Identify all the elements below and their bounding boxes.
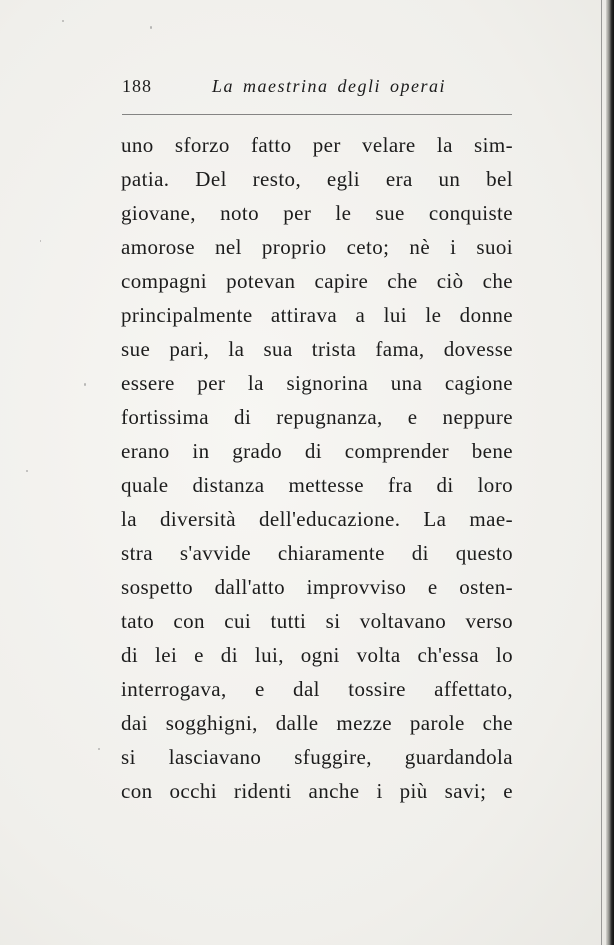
text-line: con occhi ridenti anche i più savi; e: [121, 779, 513, 803]
text-line: fortissima di repugnanza, e neppure: [121, 405, 513, 429]
paper-speck: [40, 240, 41, 242]
text-line: stra s'avvide chiaramente di questo: [121, 541, 513, 565]
running-header: [120, 76, 512, 104]
text-line: sospetto dall'atto improvviso e osten-: [121, 575, 513, 599]
text-line: essere per la signorina una cagione: [121, 371, 513, 395]
paper-speck: [84, 383, 86, 386]
paper-speck: [150, 26, 152, 29]
page-edge-shadow: [606, 0, 614, 945]
text-line: sue pari, la sua trista fama, dovesse: [121, 337, 513, 361]
text-line: si lasciavano sfuggire, guardandola: [121, 745, 513, 769]
text-line: dai sogghigni, dalle mezze parole che: [121, 711, 513, 735]
text-line: compagni potevan capire che ciò che: [121, 269, 513, 293]
paper-speck: [62, 20, 64, 22]
text-line: interrogava, e dal tossire affettato,: [121, 677, 513, 701]
text-line: quale distanza mettesse fra di loro: [121, 473, 513, 497]
text-line: uno sforzo fatto per velare la sim-: [121, 133, 513, 157]
text-line: patia. Del resto, egli era un bel: [121, 167, 513, 191]
running-title: La maestrina degli operai: [212, 76, 446, 96]
text-line: amorose nel proprio ceto; nè i suoi: [121, 235, 513, 259]
page-number: 188: [122, 76, 152, 96]
text-line: principalmente attirava a lui le donne: [121, 303, 513, 327]
text-line: la diversità dell'educazione. La mae-: [121, 507, 513, 531]
paper-speck: [98, 748, 100, 750]
page-edge-line: [601, 0, 602, 945]
body-text: [121, 128, 513, 808]
header-divider: [122, 114, 512, 115]
text-line: di lei e di lui, ogni volta ch'essa lo: [121, 643, 513, 667]
text-line: giovane, noto per le sue conquiste: [121, 201, 513, 225]
text-line: tato con cui tutti si voltavano verso: [121, 609, 513, 633]
text-line: erano in grado di comprender bene: [121, 439, 513, 463]
paper-speck: [26, 470, 28, 472]
